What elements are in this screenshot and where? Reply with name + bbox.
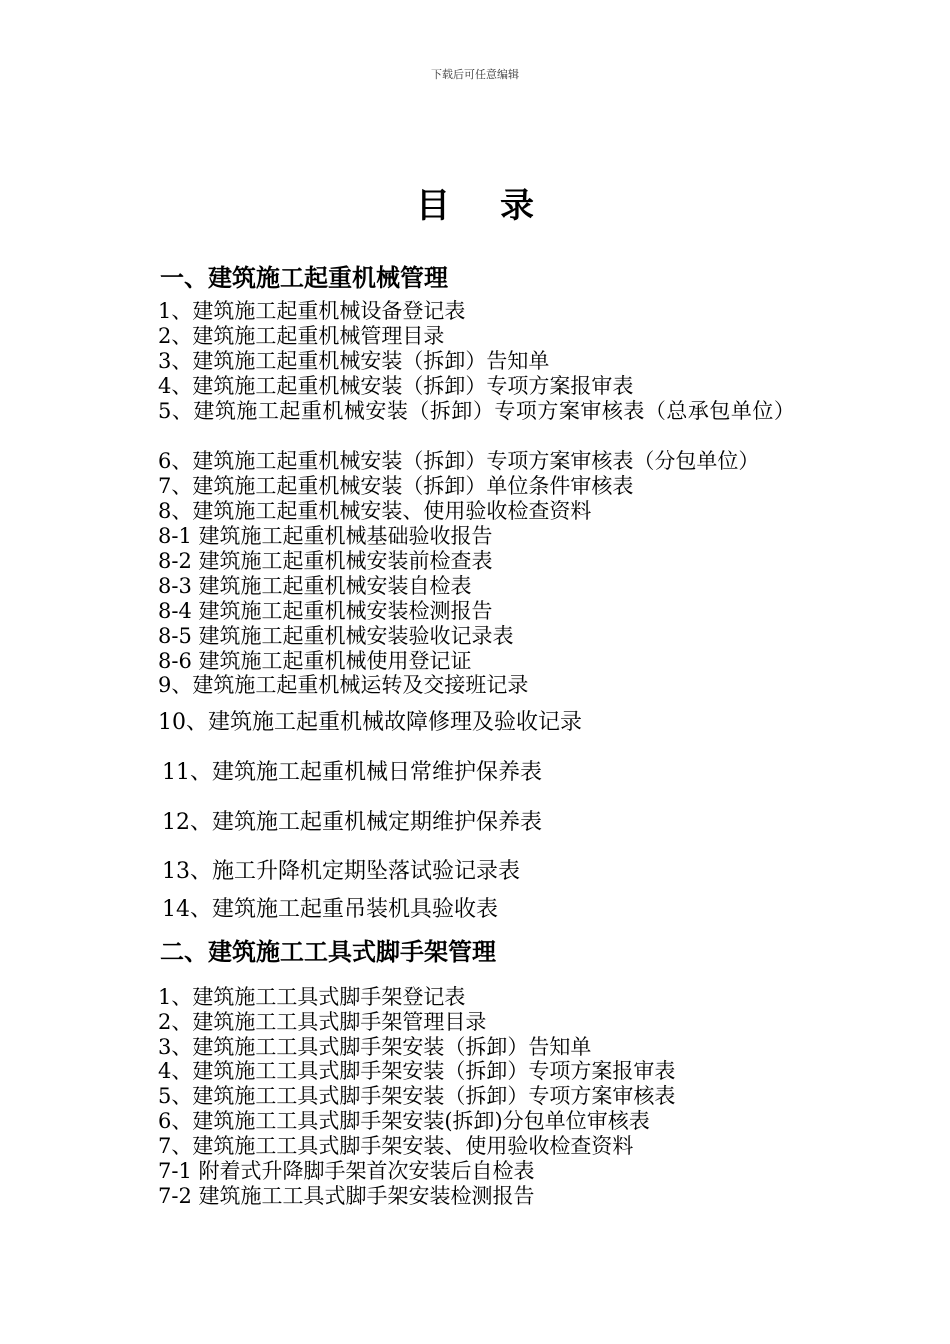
section-heading-1: 一、建筑施工起重机械管理 <box>160 264 448 292</box>
page-title: 目录 <box>416 186 584 226</box>
toc-item: 8、建筑施工起重机械安装、使用验收检查资料 <box>158 499 592 523</box>
toc-item: 1、建筑施工工具式脚手架登记表 <box>158 985 466 1009</box>
toc-item: 5、建筑施工工具式脚手架安装（拆卸）专项方案审核表 <box>158 1084 676 1108</box>
toc-item: 7-1 附着式升降脚手架首次安装后自检表 <box>158 1159 535 1183</box>
toc-item: 4、建筑施工工具式脚手架安装（拆卸）专项方案报审表 <box>158 1059 676 1083</box>
toc-item: 12、建筑施工起重机械定期维护保养表 <box>162 810 542 835</box>
toc-item: 8-2 建筑施工起重机械安装前检查表 <box>158 549 493 573</box>
toc-item: 1、建筑施工起重机械设备登记表 <box>158 299 466 323</box>
toc-item: 3、建筑施工工具式脚手架安装（拆卸）告知单 <box>158 1035 592 1059</box>
toc-item: 8-1 建筑施工起重机械基础验收报告 <box>158 524 493 548</box>
toc-item: 7、建筑施工起重机械安装（拆卸）单位条件审核表 <box>158 474 634 498</box>
toc-item: 2、建筑施工工具式脚手架管理目录 <box>158 1010 487 1034</box>
toc-item: 8-6 建筑施工起重机械使用登记证 <box>158 649 472 673</box>
section-heading-2: 二、建筑施工工具式脚手架管理 <box>160 938 496 966</box>
toc-item: 5、建筑施工起重机械安装（拆卸）专项方案审核表（总承包单位） <box>158 399 796 423</box>
toc-item: 7-2 建筑施工工具式脚手架安装检测报告 <box>158 1184 535 1208</box>
toc-item: 6、建筑施工工具式脚手架安装(拆卸)分包单位审核表 <box>158 1109 650 1133</box>
page-header-note: 下载后可任意编辑 <box>431 68 519 81</box>
toc-item: 6、建筑施工起重机械安装（拆卸）专项方案审核表（分包单位） <box>158 449 760 473</box>
toc-item: 8-4 建筑施工起重机械安装检测报告 <box>158 599 493 623</box>
toc-item: 13、施工升降机定期坠落试验记录表 <box>162 859 520 884</box>
toc-item: 11、建筑施工起重机械日常维护保养表 <box>162 760 542 785</box>
toc-item: 4、建筑施工起重机械安装（拆卸）专项方案报审表 <box>158 374 634 398</box>
toc-item: 3、建筑施工起重机械安装（拆卸）告知单 <box>158 349 550 373</box>
toc-item: 10、建筑施工起重机械故障修理及验收记录 <box>158 710 582 735</box>
toc-item: 2、建筑施工起重机械管理目录 <box>158 324 445 348</box>
toc-item: 9、建筑施工起重机械运转及交接班记录 <box>158 673 529 697</box>
toc-item: 14、建筑施工起重吊装机具验收表 <box>162 897 498 922</box>
toc-item: 8-3 建筑施工起重机械安装自检表 <box>158 574 472 598</box>
toc-item: 7、建筑施工工具式脚手架安装、使用验收检查资料 <box>158 1134 634 1158</box>
toc-item: 8-5 建筑施工起重机械安装验收记录表 <box>158 624 514 648</box>
